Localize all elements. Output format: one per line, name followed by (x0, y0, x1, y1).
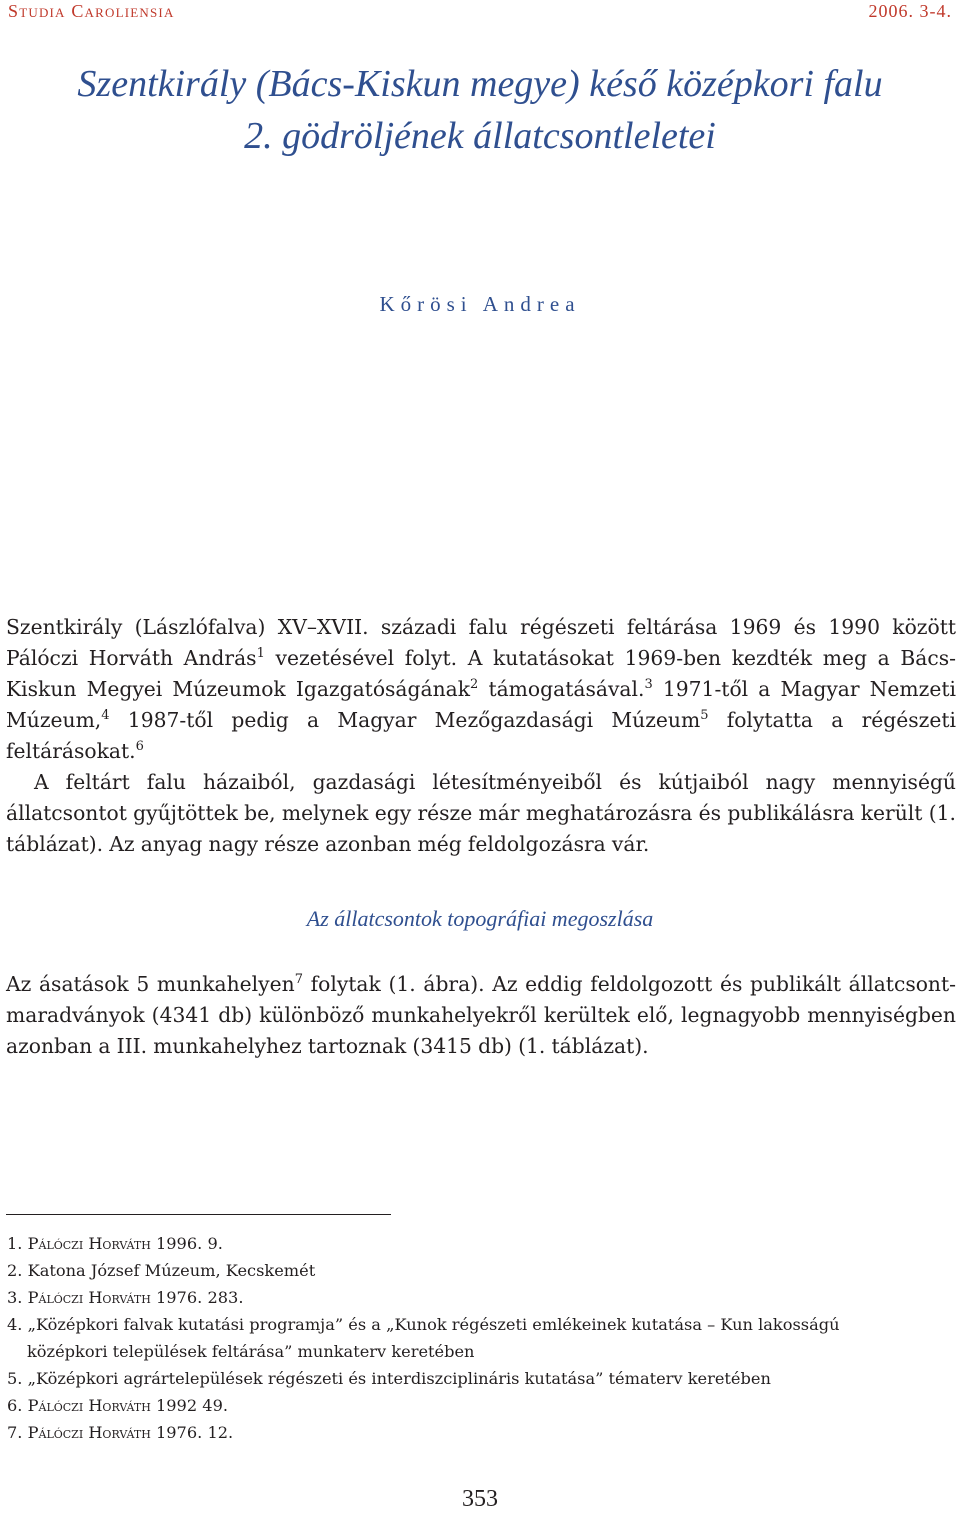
paragraph-3: Az ásatások 5 munkahelyen$^7$ folytak (1. ábra). Az eddig feldolgozott és publikált állatcsont-maradványok (4341 db) különböző munkahelyekről kerültek elő, legnagyobb mennyiségben azonban a III. munkahelyhez tartoznak (3415 db) (1. táblázat). (6, 972, 956, 1058)
footnote-ref-6[interactable]: 6 (135, 739, 144, 754)
footnote-ref-4[interactable]: 4 (101, 708, 110, 723)
footnote-ref-3[interactable]: 3 (644, 677, 653, 692)
paragraph-1: Szentkirály (Lászlófalva) XV–XVII. századi falu régészeti feltárása 1969 és 1990 között Pálóczi Horváth András$^1$ vezetésével folyt. A kutatásokat 1969-ben kezdték meg a Bács-Kiskun Megyei Múzeumok Igazgatóságának$^2$ támogatásával.$^3$ 1971-től a Magyar Nemzeti Múzeum,$^4$ 1987-től pedig a Magyar Mezőgazdasági Múzeum$^5$ folytatta a régészeti feltárásokat.$^6$ (6, 615, 956, 763)
footnote-2: 2. Katona József Múzeum, Kecskemét (7, 1261, 316, 1280)
title-line-2: 2. gödröljének állatcsontleletei (244, 115, 716, 157)
section-heading: Az állatcsontok topográfiai megoszlása (306, 906, 654, 931)
footnotes (7, 1230, 932, 1446)
article-title (40, 58, 920, 162)
footnote-5: 5. „Középkori agrártelepülések régészeti és interdiszciplináris kutatása” tématerv keretében (7, 1369, 771, 1388)
footnote-6: 6. Pálóczi Horváth 1992 49. (7, 1396, 229, 1415)
page-number: 353 (462, 1486, 498, 1512)
footnote-ref-5[interactable]: 5 (700, 708, 709, 723)
journal-name: Studia Caroliensia (8, 0, 175, 21)
footnote-1: 1. Pálóczi Horváth 1996. 9. (7, 1234, 223, 1253)
footnote-divider (6, 1214, 391, 1215)
footnote-ref-1[interactable]: 1 (256, 646, 265, 661)
footnote-ref-7[interactable]: 7 (294, 972, 303, 987)
footnote-4: 4. „Középkori falvak kutatási programja” és a „Kunok régészeti emlékeinek kutatása – Kun lakosságú középkori települések feltárása” munkaterv keretében (7, 1315, 840, 1361)
intro-text (6, 612, 956, 860)
running-head (8, 0, 952, 22)
paragraph-2: A feltárt falu házaiból, gazdasági létesítményeiből és kútjaiból nagy mennyiségű állatcsontot gyűjtöttek be, melynek egy része már meghatározásra és publikálásra került (1. táblázat). Az anyag nagy része azonban még feldolgozásra vár. (6, 770, 956, 856)
issue-number: 2006. 3-4. (868, 0, 952, 21)
footnote-ref-2[interactable]: 2 (470, 677, 479, 692)
section-text (6, 969, 956, 1062)
footnote-7: 7. Pálóczi Horváth 1976. 12. (7, 1423, 234, 1442)
author-name: Kőrösi Andrea (379, 292, 581, 316)
title-line-1: Szentkirály (Bács-Kiskun megye) késő középkori falu (77, 63, 883, 105)
footnote-3: 3. Pálóczi Horváth 1976. 283. (7, 1288, 244, 1307)
